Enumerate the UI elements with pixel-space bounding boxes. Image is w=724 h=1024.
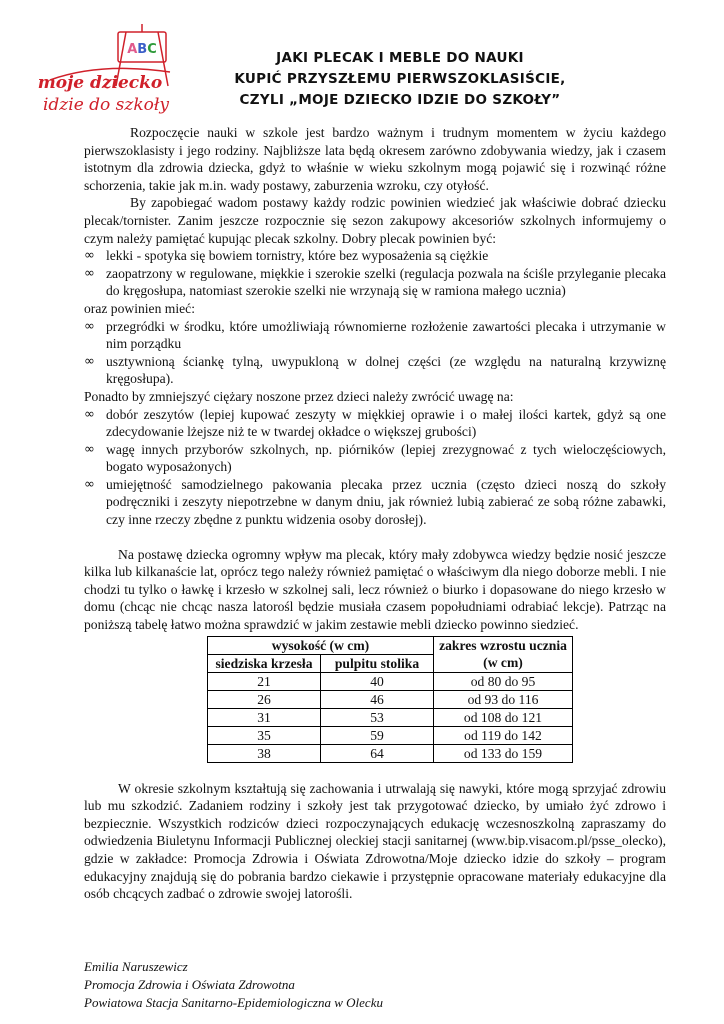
- article-body: [84, 124, 666, 903]
- backpack-parts-list: [84, 318, 666, 388]
- logo: [10, 22, 190, 122]
- backpack-features-list: [84, 247, 666, 300]
- infinity-bullet-icon: ∞: [84, 441, 95, 457]
- infinity-bullet-icon: ∞: [84, 476, 95, 492]
- title-line-2: KUPIĆ PRZYSZŁEMU PIERWSZOKLASIŚCIE,: [234, 71, 566, 87]
- author-signature: [84, 958, 383, 1012]
- table-row: 21 40 od 80 do 95: [208, 672, 573, 690]
- infinity-bullet-icon: ∞: [84, 248, 95, 264]
- infinity-bullet-icon: ∞: [84, 353, 95, 369]
- logo-graphic: [10, 22, 190, 122]
- table-group-header: wysokość (w cm): [208, 636, 434, 654]
- logo-text-line1: moje dziecko: [37, 73, 163, 93]
- logo-abc: ABC: [127, 42, 157, 57]
- list-item: ∞ usztywnioną ściankę tylną, uwypukloną w dolnej części (ze względu na naturalną krzywiznę kręgosłupa).: [84, 353, 666, 387]
- weight-tips-list: [84, 406, 666, 529]
- paragraph-intro: Rozpoczęcie nauki w szkole jest bardzo ważnym i trudnym momentem w życiu każdego pierwszoklasisty i jego rodziny. Najbliższe lata będą okresem zarówno zdobywania wiedzy, jak i czasem istotnym dla zdrowia dziecka, gdyż to właśnie w wieku szkolnym mogą pojawić się i rozwinąć różne schorzenia, takie jak m.in. wady postawy, zaburzenia wzroku, czy otyłość.: [84, 125, 666, 193]
- list-item: ∞ lekki - spotyka się bowiem tornistry, które bez wyposażenia są ciężkie: [84, 248, 489, 264]
- author-department: Promocja Zdrowia i Oświata Zdrowotna: [84, 977, 295, 992]
- page-title: [190, 48, 610, 111]
- infinity-bullet-icon: ∞: [84, 265, 95, 281]
- table-header-chair: siedziska krzesła: [208, 654, 321, 672]
- table-row: 35 59 od 119 do 142: [208, 726, 573, 744]
- author-name: Emilia Naruszewicz: [84, 959, 188, 974]
- paragraph-backpack: By zapobiegać wadom postawy każdy rodzic powinien wiedzieć jak właściwie dobrać dziecku plecak/tornister. Zanim jeszcze rozpocznie się sezon zakupowy akcesoriów szkolnych informujemy o czym należy pamiętać kupując plecak szkolny. Dobry plecak powinien być:: [84, 195, 666, 246]
- paragraph-also: oraz powinien mieć:: [84, 300, 195, 316]
- paragraph-closing: W okresie szkolnym kształtują się zachowania i utrwalają się nawyki, które mogą sprzyjać zdrowiu lub mu szkodzić. Zadaniem rodziny i szkoły jest tak przygotować dziecko, by umiało żyć zdrowo i bezpiecznie. Wszystkich rodziców dzieci rozpoczynających edukację wczesnoszkolną zapraszamy do odwiedzenia Biuletynu Informacji Publicznej oleckiej stacji sanitarnej (www.bip.visacom.pl/psse_olecko), gdzie w zakładce: Promocja Zdrowia i Oświata Zdrowotna/Moje dziecko idzie do szkoły – program edukacyjny znajdują się do pobrania bardzo ciekawie i przystępnie opracowane materiały edukacyjne dla osób chcących zadbać o zdrowie swojej latorośli.: [84, 780, 666, 902]
- paragraph-furniture: Na postawę dziecka ogromny wpływ ma plecak, który mały zdobywca wiedzy będzie nosić jeszcze kilka lub kilkanaście lat, oprócz tego należy również pamiętać o właściwym dla niego doborze mebli. I nie chodzi tu tylko o ławkę i krzesło w szkolnej sali, lecz również o biurko i dopasowane do niego krzesło w domu (chcąc nie chcąc nasza latorośl będzie musiała czasem popołudniami odrabiać lekcje). Patrząc na poniższą tabelę łatwo można sprawdzić w jakim zestawie mebli dziecko powinno siedzieć.: [84, 546, 666, 633]
- list-item: ∞ dobór zeszytów (lepiej kupować zeszyty w miękkiej oprawie i o małej ilości kartek, gdyż są one zdecydowanie lżejsze niż te w twardej okładce o większej grubości): [84, 406, 666, 440]
- list-item: ∞ umiejętność samodzielnego pakowania plecaka przez ucznia (często dzieci noszą do szkoły podręczniki i zeszyty niepotrzebne w danym dniu, jak również lubią zabierać ze sobą różne zabawki, czy inne rzeczy zbędne z punktu widzenia osoby dorosłej).: [84, 476, 666, 528]
- table-row: 26 46 od 93 do 116: [208, 690, 573, 708]
- furniture-size-table: [207, 636, 573, 763]
- logo-text-line2: idzie do szkoły: [42, 95, 170, 115]
- paragraph-weight: Ponadto by zmniejszyć ciężary noszone przez dzieci należy zwrócić uwagę na:: [84, 388, 514, 404]
- list-item: ∞ przegródki w środku, które umożliwiają równomierne rozłożenie zawartości plecaka i utrzymanie w nim porządku: [84, 318, 666, 352]
- infinity-bullet-icon: ∞: [84, 406, 95, 422]
- list-item: ∞ wagę innych przyborów szkolnych, np. piórników (lepiej zrezygnować z tych wieloczęściowych, bogato wyposażonych): [84, 441, 666, 475]
- table-header-height-range: zakres wzrostu ucznia (w cm): [434, 636, 573, 672]
- table-row: 38 64 od 133 do 159: [208, 744, 573, 762]
- table-row: 31 53 od 108 do 121: [208, 708, 573, 726]
- infinity-bullet-icon: ∞: [84, 318, 95, 334]
- table-header-desk: pulpitu stolika: [321, 654, 434, 672]
- title-line-1: JAKI PLECAK I MEBLE DO NAUKI: [276, 50, 524, 66]
- author-institution: Powiatowa Stacja Sanitarno-Epidemiologiczna w Olecku: [84, 995, 383, 1010]
- title-line-3: CZYLI „MOJE DZIECKO IDZIE DO SZKOŁY”: [239, 92, 561, 108]
- list-item: ∞ zaopatrzony w regulowane, miękkie i szerokie szelki (regulacja pozwala na ściśle przyleganie plecaka do kręgosłupa, natomiast szerokie szelki nie wrzynają się w ramiona małego ucznia): [84, 265, 666, 299]
